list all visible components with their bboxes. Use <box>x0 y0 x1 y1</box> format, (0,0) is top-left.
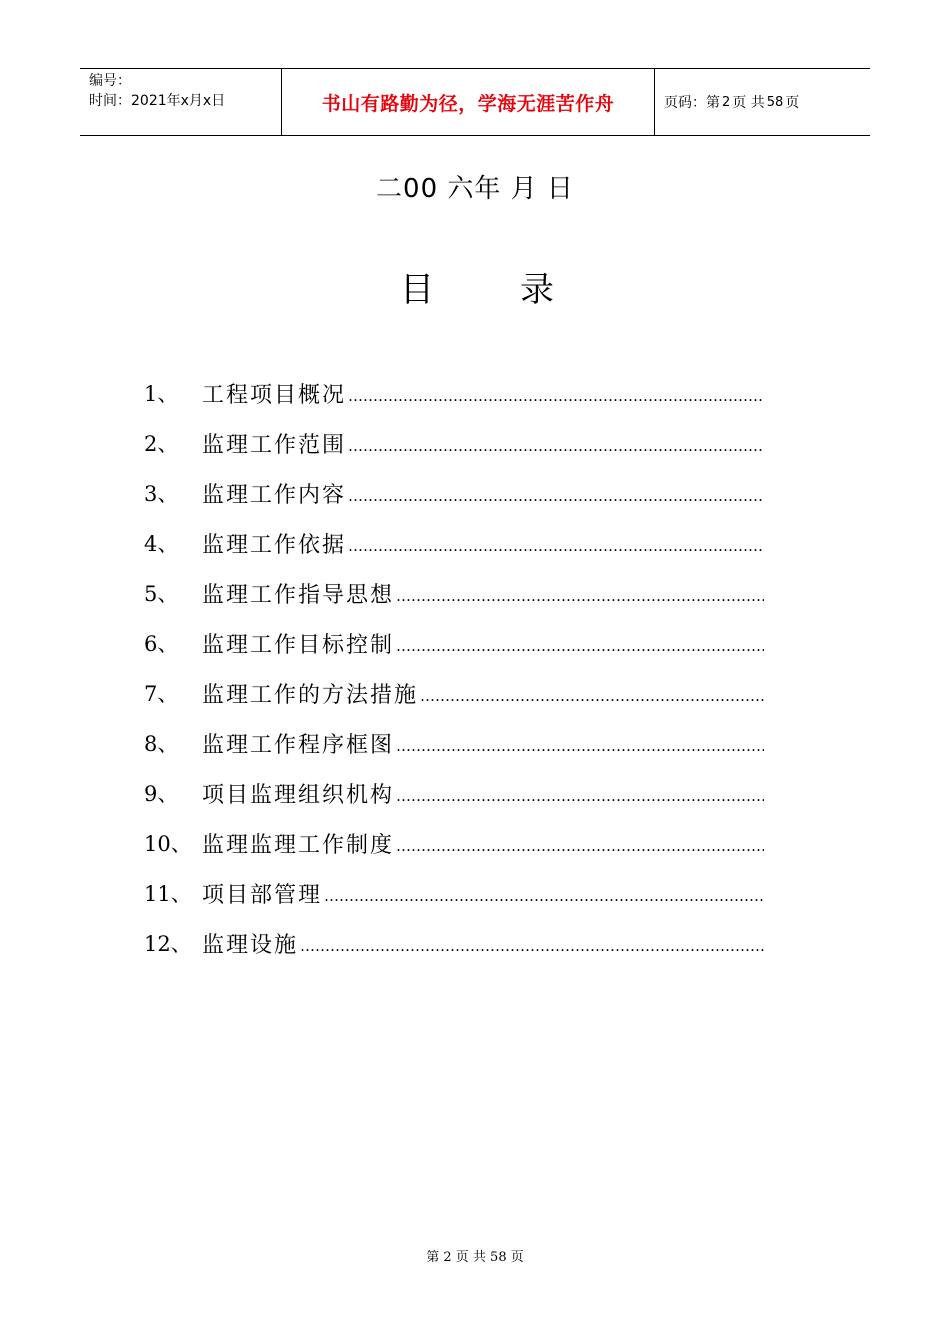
toc-entry[interactable] <box>144 868 764 918</box>
toc-entry[interactable] <box>144 618 764 668</box>
toc-dot-leader <box>324 887 764 905</box>
number-label: 编号： <box>89 73 131 89</box>
toc-dot-leader <box>348 387 764 405</box>
page-prefix: 页码：第 <box>664 95 720 111</box>
toc-dot-leader <box>396 587 764 605</box>
toc-entry-number: 2、 <box>144 432 179 456</box>
header-page-cell <box>655 69 870 135</box>
toc-entry-number: 3、 <box>144 482 179 506</box>
page-mid: 页 共 <box>732 95 765 111</box>
time-label: 时间：2021年x月x日 <box>89 93 226 109</box>
toc-dot-leader <box>300 937 764 955</box>
toc-entry-number: 7、 <box>144 682 179 706</box>
page-total: 58 <box>766 94 784 110</box>
toc-entry[interactable] <box>144 668 764 718</box>
toc-entry-number: 4、 <box>144 532 179 556</box>
date-line: 二00 六年 月 日 <box>376 174 574 204</box>
toc-entry-label: 监理工作目标控制 <box>202 632 395 658</box>
toc-entry[interactable] <box>144 468 764 518</box>
toc-dot-leader <box>348 487 764 505</box>
toc-entry-label: 监理工作指导思想 <box>202 582 395 608</box>
motto-text: 书山有路勤为径，学海无涯苦作舟 <box>321 92 615 115</box>
toc-entry[interactable] <box>144 818 764 868</box>
toc-entry-number: 12、 <box>144 932 192 956</box>
toc-entry[interactable] <box>144 568 764 618</box>
toc-entry-label: 监理工作依据 <box>202 532 347 558</box>
toc-entry-label: 项目部管理 <box>202 882 323 908</box>
toc-dot-leader <box>348 437 764 455</box>
toc-entry-label: 工程项目概况 <box>202 382 347 408</box>
toc-entry[interactable] <box>144 518 764 568</box>
toc-dot-leader <box>396 737 764 755</box>
toc-entry-label: 监理工作的方法措施 <box>202 682 419 708</box>
toc-dot-leader <box>396 637 764 655</box>
toc-dot-leader <box>396 837 764 855</box>
toc-dot-leader <box>348 537 764 555</box>
toc-entry-number: 8、 <box>144 732 179 756</box>
toc-entry-number: 5、 <box>144 582 179 606</box>
toc-title-char-2: 录 <box>520 270 554 310</box>
toc-entry-label: 监理工作范围 <box>202 432 347 458</box>
toc-entry-label: 监理工作程序框图 <box>202 732 395 758</box>
toc-entry-number: 10、 <box>144 832 192 856</box>
document-header <box>80 68 870 136</box>
toc-title-char-1: 目 <box>400 270 434 310</box>
toc-entry-number: 9、 <box>144 782 179 806</box>
toc-entry[interactable] <box>144 368 764 418</box>
toc-entry-number: 1、 <box>144 382 179 406</box>
header-motto-cell <box>282 69 655 135</box>
toc-entry-number: 11、 <box>144 882 192 906</box>
toc-entry[interactable] <box>144 418 764 468</box>
page-suffix: 页 <box>785 95 800 111</box>
toc-entry-label: 项目监理组织机构 <box>202 782 395 808</box>
toc-entry[interactable] <box>144 768 764 818</box>
page-footer: 第 2 页 共 58 页 <box>426 1250 524 1265</box>
toc-entry[interactable] <box>144 718 764 768</box>
header-meta-cell <box>80 69 282 135</box>
toc-dot-leader <box>420 687 764 705</box>
toc-entry-label: 监理监理工作制度 <box>202 832 395 858</box>
toc-title <box>400 262 554 311</box>
toc-entry-number: 6、 <box>144 632 179 656</box>
page-current: 2 <box>722 94 731 110</box>
table-of-contents <box>144 368 764 968</box>
toc-dot-leader <box>396 787 764 805</box>
toc-entry-label: 监理工作内容 <box>202 482 347 508</box>
toc-entry[interactable] <box>144 918 764 968</box>
toc-entry-label: 监理设施 <box>202 932 299 958</box>
